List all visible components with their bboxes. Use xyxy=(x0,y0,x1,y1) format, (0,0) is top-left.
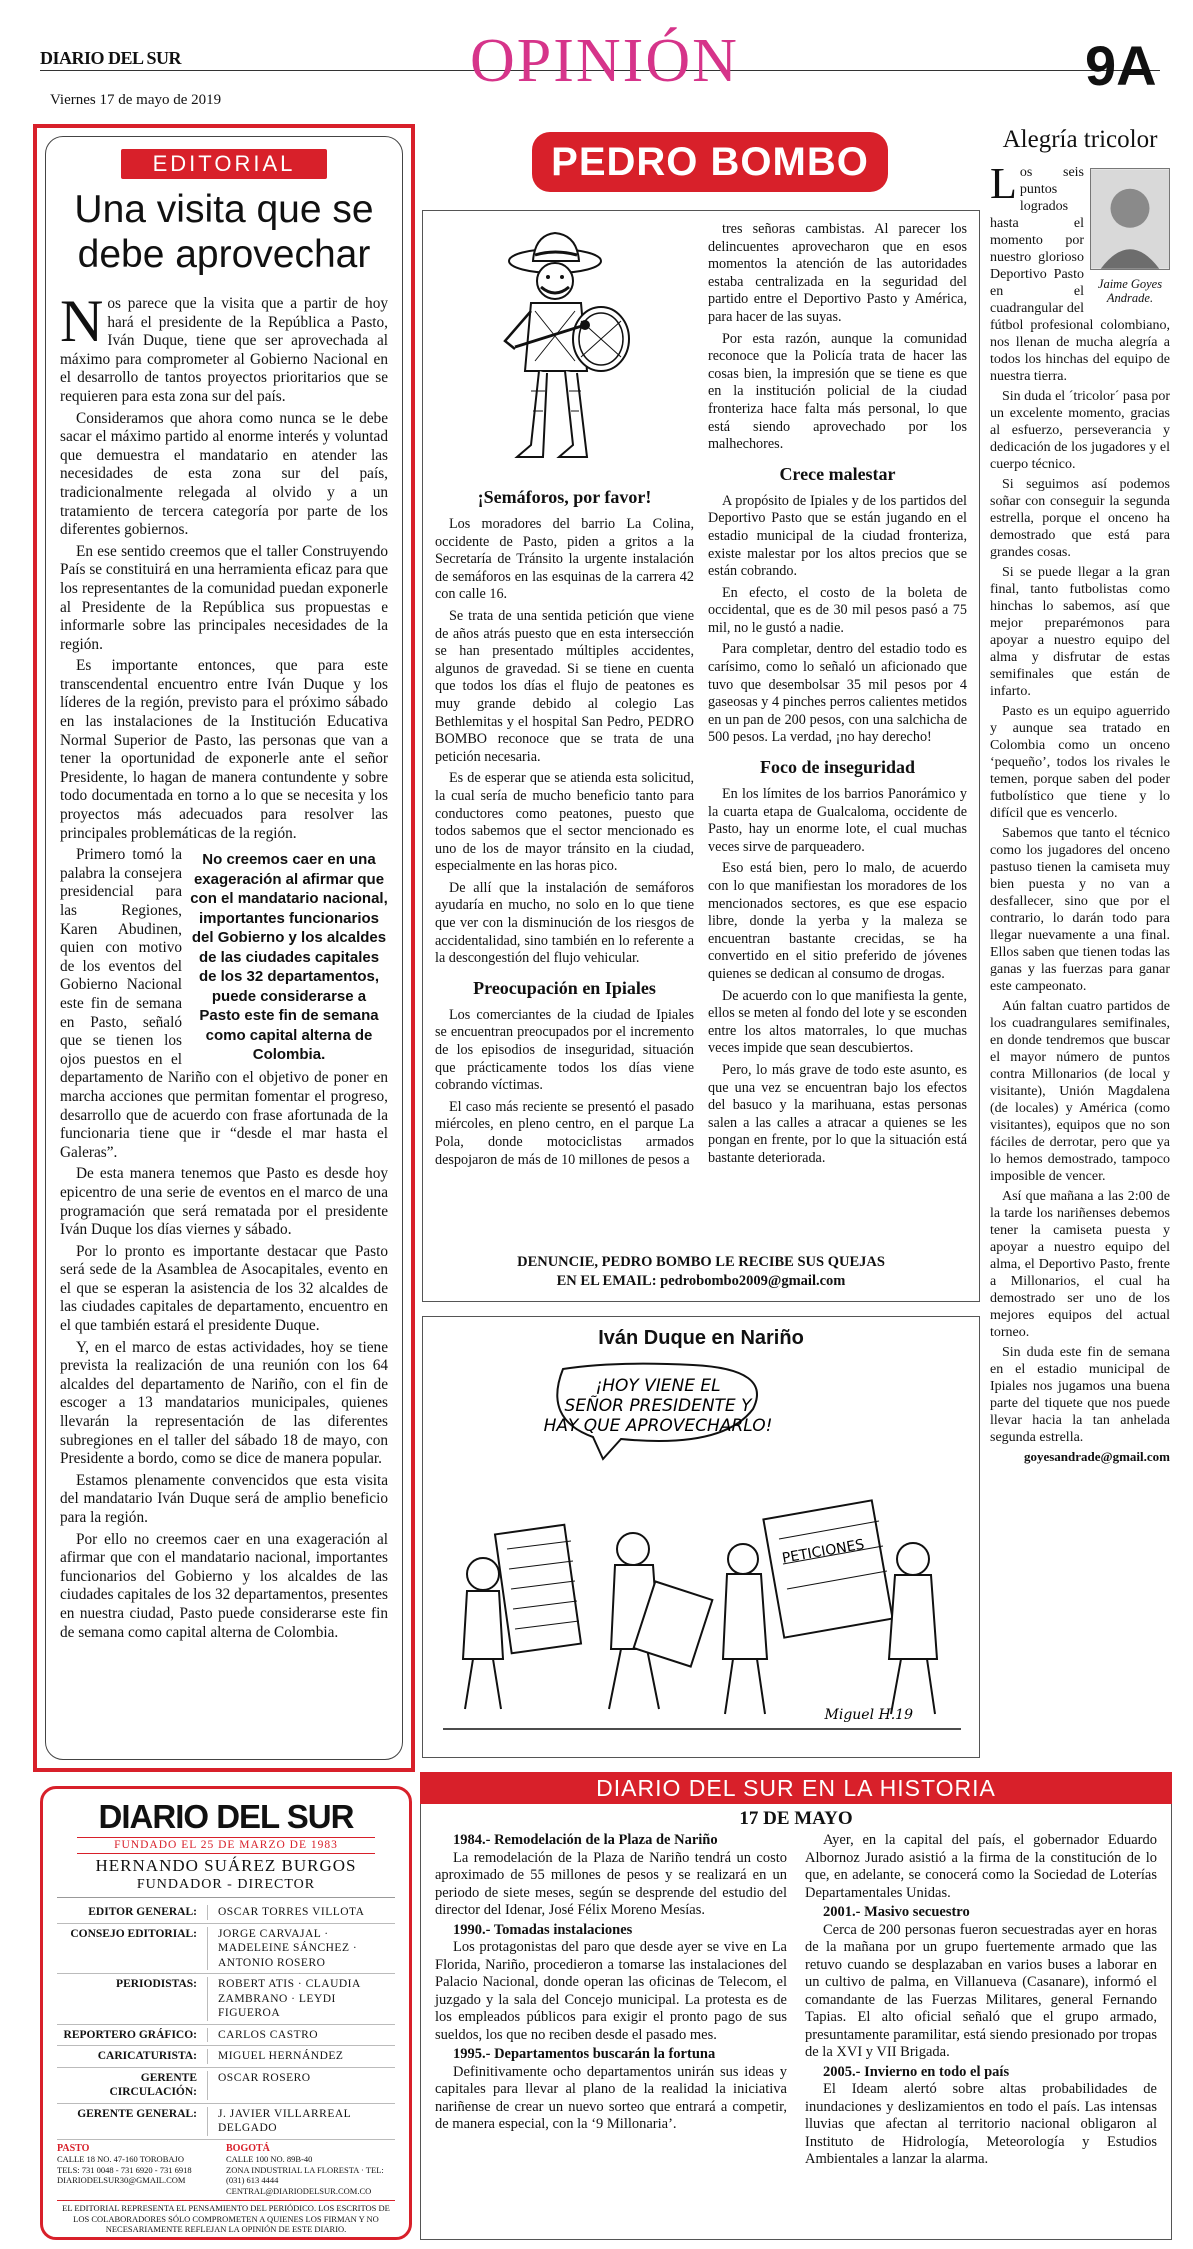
masthead-founded: FUNDADO EL 25 DE MARZO DE 1983 xyxy=(77,1837,375,1854)
editorial-title: Una visita que se debe aprovechar xyxy=(74,188,374,276)
staff-role: CONSEJO EDITORIAL: xyxy=(70,1927,197,1940)
staff-row xyxy=(57,1902,395,1924)
staff-role: GERENTE CIRCULACIÓN: xyxy=(109,2071,197,2098)
column-first-text: os seis puntos logrados hasta el momento por nuestro glorioso Deportivo Pasto en el cuadrangular del fútbol profesional colombiano, nos llenan de mucha alegría a todos los hinchas del equipo de nuestra tierra. xyxy=(990,165,1170,384)
office-address xyxy=(57,2144,226,2197)
office-city: PASTO xyxy=(57,2142,90,2154)
office-street: CALLE 100 NO. 89B-40 xyxy=(226,2154,313,2164)
office-phones: ZONA INDUSTRIAL LA FLORESTA · TEL: (031) 613 4444 xyxy=(226,2164,384,2185)
pedro-bombo-banner: PEDRO BOMBO xyxy=(532,132,888,192)
staff-row xyxy=(57,2046,395,2068)
staff-name: MIGUEL HERNÁNDEZ xyxy=(207,2049,395,2064)
pedro-bombo-footer-line1: DENUNCIE, PEDRO BOMBO LE RECIBE SUS QUEJAS xyxy=(517,1254,885,1270)
office-phones: TELS: 731 0048 - 731 6920 - 731 6918 xyxy=(57,2164,192,2175)
column-paragraph: Sabemos que tanto el técnico como los jugadores del onceno pastuso tienen la camiseta muy bien puesta y no van a desfallecer, sino que por el contrario, lo darán todo para llegar nuevamente a una final. Ellos saben que tienen todas las ganas y las fuerzas para ganar este campeonato. xyxy=(990,826,1170,994)
staff-row xyxy=(57,2104,395,2140)
history-entry-text: La remodelación de la Plaza de Nariño tendrá un costo aproximado de 55 millones de pesos y se realizará en un periodo de siete meses, según se desprende del estudio del director del Idenar, José Félix Moreno Mesías. xyxy=(435,1849,787,1918)
pedro-bombo-paragraph: Por esta razón, aunque la comunidad reconoce que la Policía trata de hacer las cosas bien, la impresión que se tiene es que en la institución policial de la ciudad fronteriza hace falta más personal, lo que está siendo aprovechado por los malhechores. xyxy=(708,330,967,453)
pedro-bombo-left-text xyxy=(435,487,694,1169)
staff-role: CARICATURISTA: xyxy=(97,2050,197,2062)
column-paragraph: Aún faltan cuatro partidos de los cuadrangulares semifinales, en donde tendremos que buscar el mayor número de puntos contra Millonarios (de local y visitante), Unión Magdalena (de locales) y América (como visitantes), equipos que no son fáciles de derrotar, pero que ya lo hemos demostrado, tampoco imposible de vencer. xyxy=(990,999,1170,1184)
pedro-bombo-heading: ¡Semáforos, por favor! xyxy=(477,487,652,507)
history-date: 17 DE MAYO xyxy=(739,1808,853,1829)
editorial-paragraph: Primero tomó la palabra la consejera presidencial para las Regiones, Karen Abudinen, quien con motivo de los eventos del Gobierno Nacional este fin de semana en Pasto, señaló que se tienen los ojos puestos en el departamento de Nariño con el objetivo de poner en marcha acciones que permitan fomentar el progreso, desarrollo que de acuerdo con frase afortunada de la funcionaria tiene que ir “desde el mar hasta el Galeras”. xyxy=(60,846,388,1161)
author-portrait-icon xyxy=(1090,168,1170,270)
pedro-bombo-paragraph: En los límites de los barrios Panorámico y la cuarta etapa de Gualcaloma, occidente de Pasto, hay un enorme lote, el cual muchas veces sirve de parqueadero. xyxy=(708,786,967,855)
column-paragraph: Si se puede llegar a la gran final, tanto futbolistas como hinchas lo sabemos, así que mejor preparémonos para apoyar a nuestro equipo del alma y disfrutar de estas semifinales que están de infarto. xyxy=(990,565,1170,699)
column-email: goyesandrade@gmail.com xyxy=(1023,1449,1170,1464)
staff-name: J. JAVIER VILLARREAL DELGADO xyxy=(207,2107,395,2136)
pedro-bombo-heading: Crece malestar xyxy=(779,463,896,484)
history-entry-heading: 1995.- Departamentos buscarán la fortuna xyxy=(453,2046,716,2062)
masthead-staff-list xyxy=(57,1902,395,2140)
pedro-bombo-paragraph: Es de esperar que se atienda esta solicitud, la cual sería de mucho beneficio tanto para conductores como peatones, puesto que todos sabemos que el sector mencionado es uno de los de mayor tránsito en la ciudad, especialmente en las horas pico. xyxy=(435,770,694,875)
column-paragraph: Sin duda el ´tricolor´ pasa por un excelente momento, gracias al esfuerzo, perseverancia y dedicación de los jugadores y el cuerpo técnico. xyxy=(990,389,1170,472)
pedro-bombo-section xyxy=(422,210,980,1302)
staff-name: OSCAR ROSERO xyxy=(207,2071,395,2100)
masthead-founder: HERNANDO SUÁREZ BURGOS xyxy=(95,1856,357,1875)
masthead-title: DIARIO DEL SUR xyxy=(98,1798,354,1835)
staff-row xyxy=(57,2068,395,2104)
petitions-label: PETICIONES xyxy=(780,1536,866,1567)
pedro-bombo-paragraph: El caso más reciente se presentó el pasado miércoles, en pleno centro, en el parque La Pola, donde motociclistas armados despojaron de más de 10 millones de pesos a xyxy=(435,1098,694,1168)
speech-line-3: HAY QUE APROVECHARLO! xyxy=(543,1416,773,1436)
pedro-bombo-paragraph: Para completar, dentro del estadio todo es carísimo, como lo señaló un aficionado que tuvo que desembolsar 35 mil pesos por 4 gaseosas y 4 pinches perros calientes metidos en un pan de 200 pesos, con una salchicha de 500 pesos. La verdad, ¡no hay derecho! xyxy=(708,641,967,746)
column-paragraphs xyxy=(990,388,1170,1446)
speech-line-2: SEÑOR PRESIDENTE Y xyxy=(564,1396,752,1416)
staff-name: CARLOS CASTRO xyxy=(207,2028,395,2043)
office-city: BOGOTÁ xyxy=(226,2142,270,2154)
history-entry-text: Definitivamente ocho departamentos unirán sus ideas y capitales para llevar al plano de la realidad la iniciativa nariñense de crear un nuevo sorteo que entrará a competir, de manera especial, con la ‘9 Millonaria’. xyxy=(435,2063,787,2132)
issue-date: Viernes 17 de mayo de 2019 xyxy=(50,92,222,108)
staff-row xyxy=(57,2025,395,2047)
column-paragraph: Si seguimos así podemos soñar con conseguir la segunda estrella, porque el onceno ha demostrado que está para grandes cosas. xyxy=(990,477,1170,560)
column-dropcap: L xyxy=(990,159,1017,208)
masthead-addresses xyxy=(57,2144,395,2197)
column-section xyxy=(990,124,1170,1764)
editorial-dropcap: N xyxy=(60,288,104,354)
history-entry-heading: 1990.- Tomadas instalaciones xyxy=(453,1921,633,1938)
staff-role: EDITOR GENERAL: xyxy=(88,1906,197,1918)
cartoon-drawing xyxy=(443,1359,961,1749)
column-paragraph: Pasto es un equipo aguerrido y aunque sea tratado en Colombia como un onceno ‘pequeño’, todos los rivales le temen, porque saben del poder futbolístico que tiene y lo difícil que es vencerlo. xyxy=(990,704,1170,821)
crowd-figures-icon xyxy=(443,1500,961,1729)
editorial-first-paragraph xyxy=(60,288,388,407)
editorial-paragraph: Estamos plenamente convencidos que esta visita del mandatario Iván Duque será de amplio beneficio para la región. xyxy=(60,1471,388,1526)
pedro-bombo-paragraph: De allí que la instalación de semáforos ayudaría en mucho, no solo en lo que tiene que ver con la disminución de los riesgos de accidentalidad, sino también en lo referente a la descongestión del flujo vehicular. xyxy=(435,879,694,967)
page-header xyxy=(0,0,1193,120)
cartoon-section xyxy=(422,1316,980,1758)
history-left-column xyxy=(435,1832,787,2171)
pedro-bombo-paragraph: Se trata de una sentida petición que viene de años atrás puesto que en esta intersección se han presentado múltiples accidentes, algunos de gravedad. Si se tiene en cuenta que todos los días el flujo de peatones es muy grande debido al colegio Las Bethlemitas y el hospital San Pedro, PEDRO BOMBO reconoce que se trata de una petición necesaria. xyxy=(435,607,694,765)
editorial-pull-quote: No creemos caer en una exageración al afirmar que con el mandatario nacional, importantes funcionarios del Gobierno y los alcaldes de las ciudades capitales de los 32 departamentos, puede considerarse a Pasto este fin de semana como capital alterna de Colombia. xyxy=(190,851,388,1064)
pedro-bombo-left-column xyxy=(435,221,694,1291)
editorial-label: EDITORIAL xyxy=(121,149,327,179)
pedro-bombo-paragraph: Eso está bien, pero lo malo, de acuerdo con lo que manifiestan los moradores de los mencionados sectores, es que ese espacio libre, donde la yerba y la maleza se encuentran bastante crecidas, se ha convertido en el sitio preferido de jóvenes quienes se dedican al consumo de drogas. xyxy=(708,860,967,982)
history-entry-heading: 1984.- Remodelación de la Plaza de Nariño xyxy=(453,1832,718,1848)
staff-row xyxy=(57,1924,395,1975)
pedro-bombo-paragraph: Los comerciantes de la ciudad de Ipiales se encuentran preocupados por el incremento de los episodios de inseguridad, situación que prácticamente todos los días viene cobrando víctimas. xyxy=(435,1006,694,1094)
pedro-bombo-right-column xyxy=(708,221,967,1291)
staff-role: PERIODISTAS: xyxy=(116,1978,197,1990)
staff-name: OSCAR TORRES VILLOTA xyxy=(207,1905,395,1920)
history-entry-heading: 2001.- Masivo secuestro xyxy=(823,1904,970,1920)
speech-line-1: ¡HOY VIENE EL xyxy=(595,1376,721,1396)
section-title: OPINIÓN xyxy=(470,27,739,95)
editorial-first-text: os parece que la visita que a partir de hoy hará el presidente de la República a Pasto, Iván Duque, tiene que ser aprovechada al máximo para comprometer al Gobierno Nacional en el desarrollo de tantos proyectos prioritarios que se requieren para esta zona sur del país. xyxy=(60,295,388,405)
masthead-founder-role: FUNDADOR - DIRECTOR xyxy=(57,1876,395,1898)
pedro-bombo-footer-email: EN EL EMAIL: pedrobombo2009@gmail.com xyxy=(556,1273,846,1289)
office-address xyxy=(226,2144,395,2197)
office-email: DIARIODELSUR30@GMAIL.COM xyxy=(57,2175,186,2185)
author-name: Jaime Goyes Andrade. xyxy=(1097,277,1163,305)
paper-name: DIARIO DEL SUR xyxy=(40,48,182,68)
pedro-bombo-paragraph: De acuerdo con lo que manifiesta la gente, ellos se meten al fondo del lote y se esconden entre los altos matorrales, lo que muchas veces impide que sean descubiertos. xyxy=(708,987,967,1057)
history-entry-text: Los protagonistas del paro que desde ayer se vive en La Florida, Nariño, procedieron a tomarse las instalaciones del Palacio Nacional, donde operan las oficinas de Telecom, el juzgado y la sala del Concejo municipal. La protesta es de los empleados públicos para exigir el pronto pago de sus sueldos, los que no reciben desde el pasado mes. xyxy=(435,1939,787,2043)
pedro-bombo-heading: Foco de inseguridad xyxy=(759,757,915,778)
drummer-illustration xyxy=(435,221,694,477)
history-banner: DIARIO DEL SUR EN LA HISTORIA xyxy=(420,1772,1172,1804)
pedro-bombo-paragraph: A propósito de Ipiales y de los partidos del Deportivo Pasto que se están jugando en el estadio municipal de la ciudad fronteriza, existe malestar por los altos precios que se están cobrando. xyxy=(708,492,967,580)
staff-role: GERENTE GENERAL: xyxy=(77,2107,197,2120)
staff-name: JORGE CARVAJAL · MADELEINE SÁNCHEZ · ANTONIO ROSERO xyxy=(207,1927,395,1971)
editorial-paragraph: Por ello no creemos caer en una exageración al afirmar que con el mandatario nacional, importantes funcionarios del Gobierno y los alcaldes de las ciudades capitales de los 32 departamentos, presentes en nuestra ciudad, Pasto puede considerarse este fin de semana como capital alterna de Colombia. xyxy=(60,1530,388,1641)
editorial-paragraphs-before xyxy=(60,410,388,844)
editorial-paragraph: De esta manera tenemos que Pasto es desde hoy epicentro de una serie de eventos en el marco de una programación que será rematada por el presidente Iván Duque los días viernes y sábado. xyxy=(60,1165,388,1239)
staff-name: ROBERT ATIS · CLAUDIA ZAMBRANO · LEYDI FIGUEROA xyxy=(207,1977,395,2021)
history-entry-heading: 2005.- Invierno en todo el país xyxy=(823,2063,1010,2080)
editorial-section xyxy=(33,124,415,1772)
history-section xyxy=(420,1804,1172,2240)
office-email: CENTRAL@DIARIODELSUR.COM.CO xyxy=(226,2185,372,2196)
editorial-paragraph: Y, en el marco de estas actividades, hoy se tiene prevista la realización de una reunión con los 64 alcaldes del departamento de Nariño, con el fin de escoger a 13 mandatarios municipales, quienes llevarán la representación de las diferentes subregiones en el taller del sábado 18 de mayo, con Presidente a bordo, como se dice de manera popular. xyxy=(60,1338,388,1468)
staff-role: REPORTERO GRÁFICO: xyxy=(63,2028,197,2041)
history-entry-text: El Ideam alertó sobre altas probabilidades de inundaciones y deslizamientos en todo el país. Las intensas lluvias que afectan al territorio nacional obligaron al Instituto de Hidrología, Meteorología y Estudios Ambientales a lanzar la alarma. xyxy=(805,2081,1157,2167)
drummer-icon xyxy=(435,221,685,477)
cartoon-signature: Miguel H.19 xyxy=(824,1707,913,1723)
pedro-bombo-heading: Preocupación en Ipiales xyxy=(473,977,656,998)
editorial-paragraph: Por lo pronto es importante destacar que Pasto será sede de la Asamblea de Asocapitales, evento en el que se esperan la asistencia de los 32 alcaldes de las ciudades capitales de departamento, encuentro en el que también estará el presidente Duque. xyxy=(60,1242,388,1335)
pedro-bombo-paragraph: En efecto, el costo de la boleta de occidental, que es de 30 mil pesos pasó a 75 mil, no le gustó a nadie. xyxy=(708,584,967,636)
column-title: Alegría tricolor xyxy=(1002,126,1158,153)
office-street: CALLE 18 NO. 47-160 TOROBAJO xyxy=(57,2154,184,2164)
masthead xyxy=(40,1786,412,2240)
history-right-column xyxy=(805,1832,1157,2171)
editorial-paragraph: Consideramos que ahora como nunca se le debe sacar el máximo partido al enorme interés y voluntad que demuestra el mandatario en atender las necesidades de esta zona sur del país, tradicionalmente relegada al olvido y a un tratamiento de tercera categoría por parte de los diferentes gobiernos. xyxy=(60,409,388,539)
editorial-paragraph: Es importante entonces, que para este transcendental encuentro entre Iván Duque y los líderes de la región, previsto para el próximo sábado en las instalaciones de la Institución Educativa Normal Superior de Pasto, las personas que van a tener la oportunidad de exponerle ante el señor Presidente, lo hagan de manera contundente y sobre todo documentada en torno a lo que se necesita y los proyectos más adecuados para resolver las principales problemáticas de la región. xyxy=(60,657,388,842)
pedro-bombo-footer xyxy=(435,1253,967,1291)
page-number: 9A xyxy=(1085,34,1157,97)
column-paragraph: Sin duda este fin de semana en el estadio municipal de Ipiales nos jugamos una buena parte del tiquete que nos puede llevar hacia la tan anhelada segunda estrella. xyxy=(990,1345,1170,1445)
staff-row xyxy=(57,1974,395,2025)
pedro-bombo-paragraph: Pero, lo más grave de todo este asunto, es que una vez se encuentran bajo los efectos del basuco y la marihuana, estas personas salen a las calles a atracar a quienes se les pongan en frente, por lo que la situación está bastante deteriorada. xyxy=(708,1061,967,1166)
author-photo xyxy=(1090,168,1170,305)
pedro-bombo-paragraph: Los moradores del barrio La Colina, occidente de Pasto, piden a gritos a la Secretaría de Tránsito la urgente instalación de semáforos en las esquinas de la carrera 42 con calle 16. xyxy=(435,516,694,603)
masthead-note: EL EDITORIAL REPRESENTA EL PENSAMIENTO DEL PERIÓDICO. LOS ESCRITOS DE LOS COLABORADORES SÓLO COMPROMETEN A QUIENES LOS FIRMAN Y NO NECESARIAMENTE REFLEJAN LA OPINIÓN DE ESTE DIARIO. xyxy=(57,2200,395,2235)
cartoon-title: Iván Duque en Nariño xyxy=(598,1327,804,1349)
history-entry-text: Cerca de 200 personas fueron secuestradas ayer en horas de la mañana por un grupo fuertemente armado que las retuvo cuando se desplazaban en varios buses a laborar en un cultivo de palma, en Villanueva (Casanare), informó el comandante de las Fuerzas Militares, general Fernando Tapias. El alto oficial señaló que el grupo armado, presuntamente paramilitar, está siendo presionado por tropas de la XVI y VII Brigada. xyxy=(805,1921,1157,2060)
editorial-paragraph: En ese sentido creemos que el taller Construyendo País se constituirá en una herramienta eficaz para que los representantes de la comunidad puedan exponerle al Presidente de la República sus propuestas e informarle sobre las principales necesidades de la región. xyxy=(60,542,388,653)
history-entry-text: Ayer, en la capital del país, el gobernador Eduardo Albornoz Jurado asistió a la firma de la constitución de lo que, en adelante, se conocerá como la Sociedad de Loterías Departamentales Unidas. xyxy=(805,1832,1157,1901)
pedro-bombo-paragraph: tres señoras cambistas. Al parecer los delincuentes aprovecharon que en esos momentos la atención de las autoridades estaba centralizada en la seguridad del partido entre el Deportivo Pasto y América, para hacer de las suyas. xyxy=(708,221,967,325)
column-paragraph: Así que mañana a las 2:00 de la tarde los nariñenses debemos tener la camiseta puesta y apoyar a nuestro equipo del alma, el Deportivo Pasto, frente a Millonarios, el cual ha demostrado ser uno de los mejores equipos del actual torneo. xyxy=(990,1189,1170,1340)
